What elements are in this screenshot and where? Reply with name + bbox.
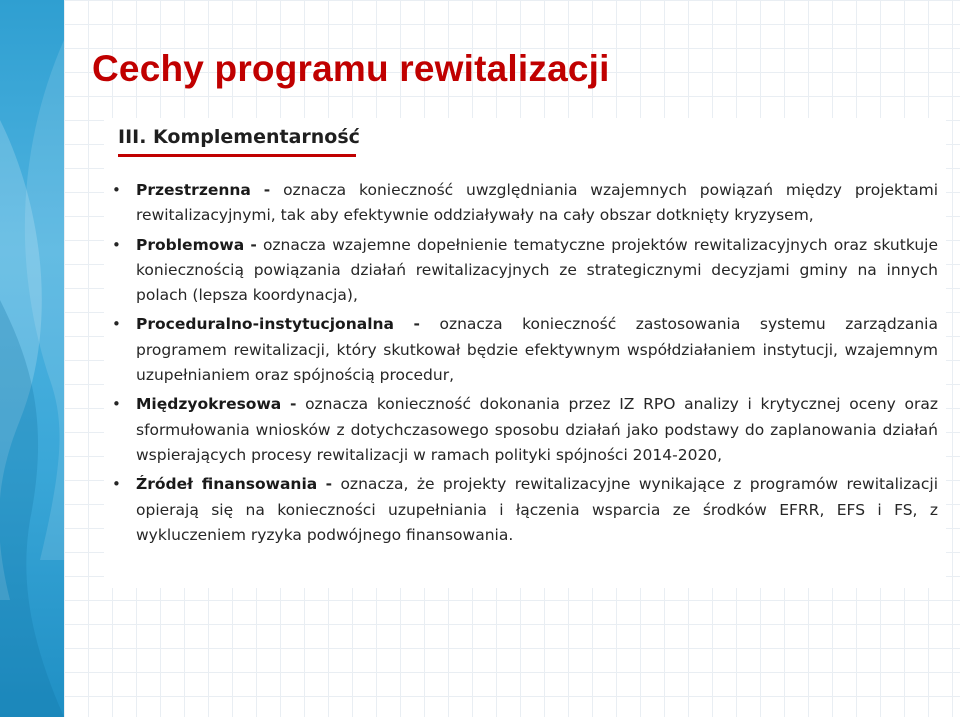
- item-term: Źródeł finansowania: [136, 475, 318, 494]
- item-term: Przestrzenna: [136, 181, 251, 199]
- item-dash: -: [325, 475, 333, 494]
- item-term: Proceduralno-instytucjonalna: [136, 315, 394, 334]
- list-item: [108, 178, 938, 229]
- bullet-list: [108, 178, 938, 552]
- item-text: oznacza konieczność zastosowania systemu zarządzania programem rewitalizacji, który skutkował będzie efektywnym współdziałaniem instytucji, wzajemnym uzupełnianiem oraz spójnością procedur,: [136, 315, 938, 385]
- list-item: [108, 392, 938, 468]
- slide-title: Cechy programu rewitalizacji: [92, 48, 610, 89]
- item-dash: -: [289, 395, 297, 414]
- section-heading: III. Komplementarność: [118, 126, 360, 148]
- bullet-icon: •: [112, 235, 121, 254]
- bullet-icon: •: [112, 181, 121, 199]
- decorative-sidebar: [0, 0, 64, 717]
- item-text: oznacza konieczność dokonania przez IZ RPO analizy i krytycznej oceny oraz sformułowania wniosków z dotychczasowego sposobu działań jako podstawy do zaplanowania działań wspierających procesy rewitalizacji w ramach polityki spójności 2014-2020,: [136, 395, 938, 464]
- item-dash: -: [413, 315, 420, 334]
- list-item: [108, 312, 938, 388]
- item-dash: -: [250, 235, 257, 254]
- item-term: Międzyokresowa: [136, 395, 282, 414]
- bullet-icon: •: [112, 395, 121, 414]
- bullet-icon: •: [112, 475, 121, 494]
- item-text: oznacza konieczność uwzględniania wzajemnych powiązań między projektami rewitalizacyjnymi, tak aby efektywnie oddziaływały na cały obszar dotknięty kryzysem,: [136, 181, 938, 225]
- list-item: [108, 233, 938, 309]
- item-term: Problemowa: [136, 235, 245, 254]
- item-dash: -: [263, 181, 271, 199]
- section-heading-underline: [118, 154, 356, 157]
- item-text: oznacza wzajemne dopełnienie tematyczne projektów rewitalizacyjnych oraz skutkuje koniecznością powiązania działań rewitalizacyjnych ze strategicznymi decyzjami gminy na innych polach (lepsza koordynacja),: [136, 235, 938, 305]
- item-text: oznacza, że projekty rewitalizacyjne wynikające z programów rewitalizacji opierają się na konieczności uzupełniania i łączenia wsparcia ze środków EFRR, EFS i FS, z wykluczeniem ryzyka podwójnego finansowania.: [136, 475, 939, 544]
- bullet-icon: •: [112, 315, 121, 334]
- sidebar-swoosh-graphic: [0, 0, 64, 717]
- list-item: [108, 472, 938, 548]
